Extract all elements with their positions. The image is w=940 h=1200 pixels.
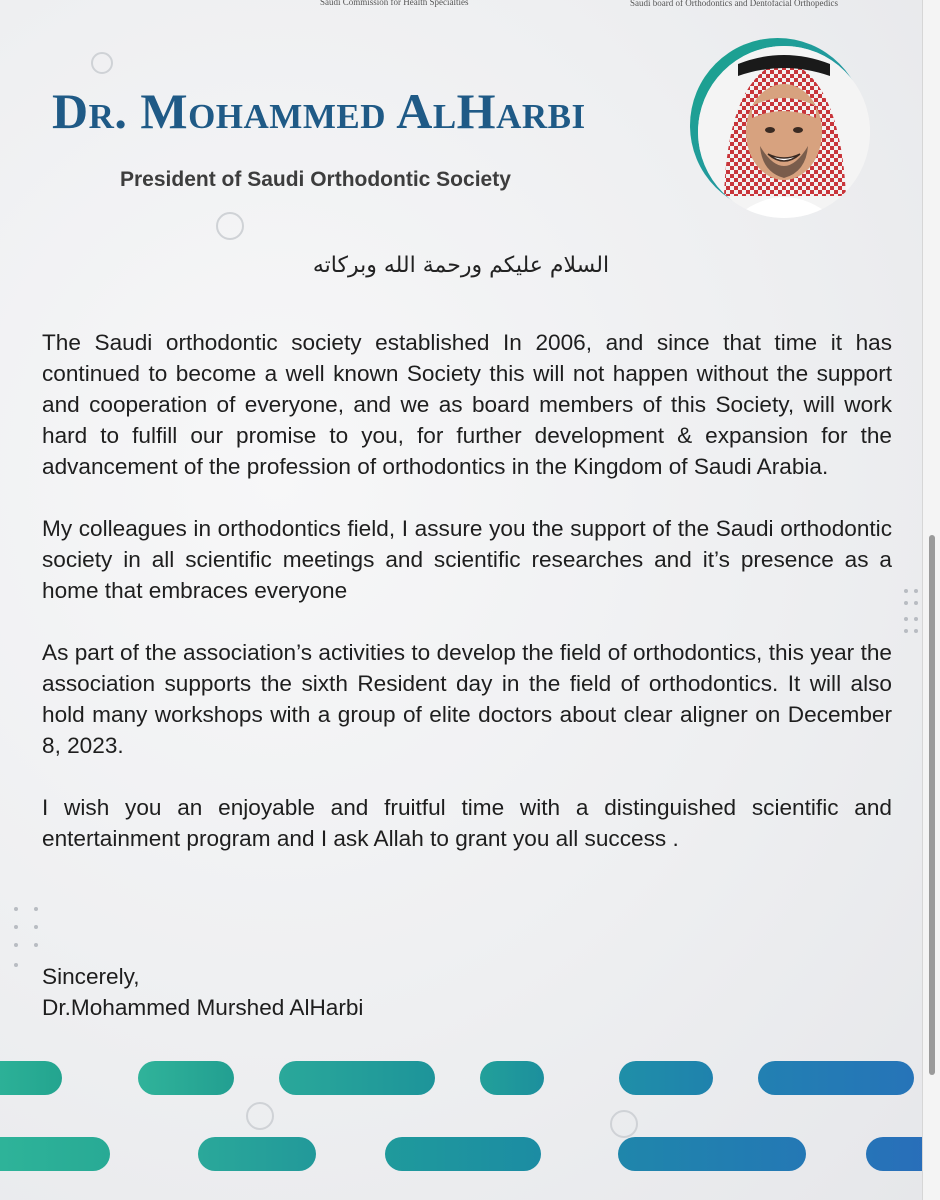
portrait-photo	[690, 38, 870, 218]
decorative-dots-icon	[14, 905, 44, 975]
vertical-scrollbar[interactable]	[922, 0, 940, 1200]
decorative-pill-bar-icon	[866, 1137, 922, 1171]
speaker-name: Dr. Mohammed AlHarbi	[52, 83, 586, 139]
body-paragraph: The Saudi orthodontic society established In 2006, and since that time it has continued to become a well known Society this will not happen without the support and cooperation of everyone, and we as board members of this Society, will work hard to fulfill our promise to you, for further development & expansion for the advancement of the profession of orthodontics in the Kingdom of Saudi Arabia.	[42, 330, 892, 479]
decorative-pill-bar-icon	[198, 1137, 316, 1171]
letter-body	[42, 327, 892, 885]
body-paragraph: My colleagues in orthodontics field, I assure you the support of the Saudi orthodontic society in all scientific meetings and scientific researches and it’s presence as a home that embraces everyone	[42, 516, 892, 603]
decorative-pill-bar-icon	[618, 1137, 806, 1171]
decorative-pill-bar-icon	[758, 1061, 914, 1095]
decorative-circle-icon	[91, 52, 113, 74]
body-paragraph: I wish you an enjoyable and fruitful time with a distinguished scientific and entertainment program and I ask Allah to grant you all success .	[42, 795, 892, 851]
decorative-pill-bar-icon	[385, 1137, 541, 1171]
closing-signature: Dr.Mohammed Murshed AlHarbi	[42, 995, 364, 1020]
decorative-circle-icon	[216, 212, 244, 240]
decorative-pill-bar-icon	[619, 1061, 713, 1095]
decorative-pill-bar-icon	[0, 1137, 110, 1171]
decorative-dots-icon	[900, 585, 920, 635]
closing-block	[42, 961, 363, 1023]
arabic-greeting: السلام عليكم ورحمة الله وبركاته	[312, 253, 610, 278]
body-paragraph: As part of the association’s activities to develop the field of orthodontics, this year the association supports the sixth Resident day in the field of orthodontics. It will also hold many workshops with a group of elite doctors about clear aligner on December 8, 2023.	[42, 640, 892, 758]
decorative-circle-icon	[246, 1102, 274, 1130]
header-right-text: Saudi board of Orthodontics and Dentofacial Orthopedics	[630, 0, 838, 8]
scrollbar-thumb[interactable]	[929, 535, 935, 1075]
decorative-pill-bar-icon	[480, 1061, 544, 1095]
decorative-pill-bar-icon	[279, 1061, 435, 1095]
decorative-circle-icon	[610, 1110, 638, 1138]
portrait-photo-icon	[698, 46, 870, 218]
decorative-pill-bar-icon	[0, 1061, 62, 1095]
closing-salutation: Sincerely,	[42, 964, 140, 989]
speaker-title: President of Saudi Orthodontic Society	[120, 168, 511, 191]
decorative-pill-bar-icon	[138, 1061, 234, 1095]
header-left-text: Saudi Commission for Health Specialties	[320, 0, 469, 7]
